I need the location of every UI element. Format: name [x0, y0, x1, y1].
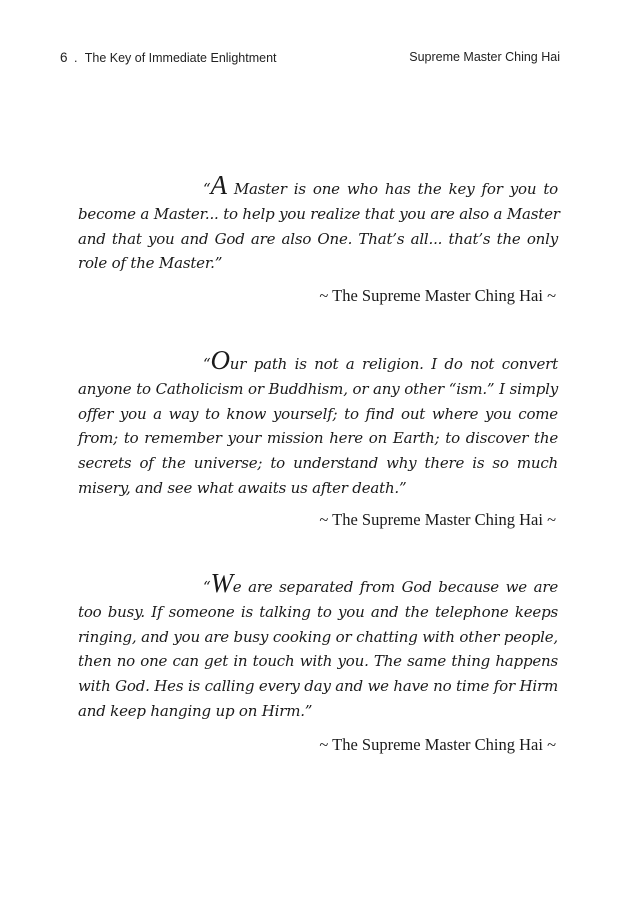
- quote-line: secrets of the universe; to understand why there is so much: [78, 454, 558, 473]
- quote-line: “We are separated from God because we are: [203, 568, 558, 598]
- running-head-left: [60, 50, 277, 65]
- quote-block: [78, 170, 560, 276]
- quote-block: [78, 568, 558, 724]
- page-number: 6: [60, 50, 68, 65]
- quote-attribution: ~ The Supreme Master Ching Hai ~: [319, 286, 556, 305]
- drop-cap: W: [210, 568, 233, 598]
- quote-line: misery, and see what awaits us after death.”: [78, 478, 407, 497]
- page-header: [60, 50, 560, 70]
- quote-line: anyone to Catholicism or Buddhism, or any other “ism.” I simply: [78, 379, 558, 398]
- quote-line: role of the Master.”: [78, 254, 223, 273]
- open-quote-mark: “: [203, 180, 211, 198]
- open-quote-mark: “: [203, 578, 211, 596]
- quote-attribution: ~ The Supreme Master Ching Hai ~: [319, 510, 556, 529]
- header-separator: .: [74, 51, 78, 65]
- quote-line: “A Master is one who has the key for you to: [203, 170, 558, 200]
- quote-line: too busy. If someone is talking to you and the telephone keeps: [78, 602, 558, 621]
- quote-attribution: ~ The Supreme Master Ching Hai ~: [319, 735, 556, 754]
- drop-cap: A: [210, 170, 227, 200]
- quote-block: [78, 345, 558, 501]
- quote-line: and that you and God are also One. That’s all... that’s the only: [78, 229, 558, 248]
- quote-line: from; to remember your mission here on Earth; to discover the: [78, 429, 558, 448]
- quote-line: ringing, and you are busy cooking or chatting with other people,: [78, 627, 558, 646]
- quote-line: and keep hanging up on Hirm.”: [78, 701, 313, 720]
- quote-line: “Our path is not a religion. I do not convert: [203, 345, 558, 375]
- quote-line: with God. Hes is calling every day and we have no time for Hirm: [78, 677, 558, 696]
- author-name: Supreme Master Ching Hai: [409, 50, 560, 64]
- open-quote-mark: “: [203, 355, 211, 373]
- running-head-right: [409, 50, 560, 64]
- quote-line: then no one can get in touch with you. The same thing happens: [78, 652, 558, 671]
- drop-cap: O: [210, 345, 230, 375]
- quote-line: offer you a way to know yourself; to find out where you come: [78, 404, 558, 423]
- quote-line: become a Master... to help you realize that you are also a Master: [78, 204, 560, 223]
- book-title: The Key of Immediate Enlightment: [84, 51, 277, 65]
